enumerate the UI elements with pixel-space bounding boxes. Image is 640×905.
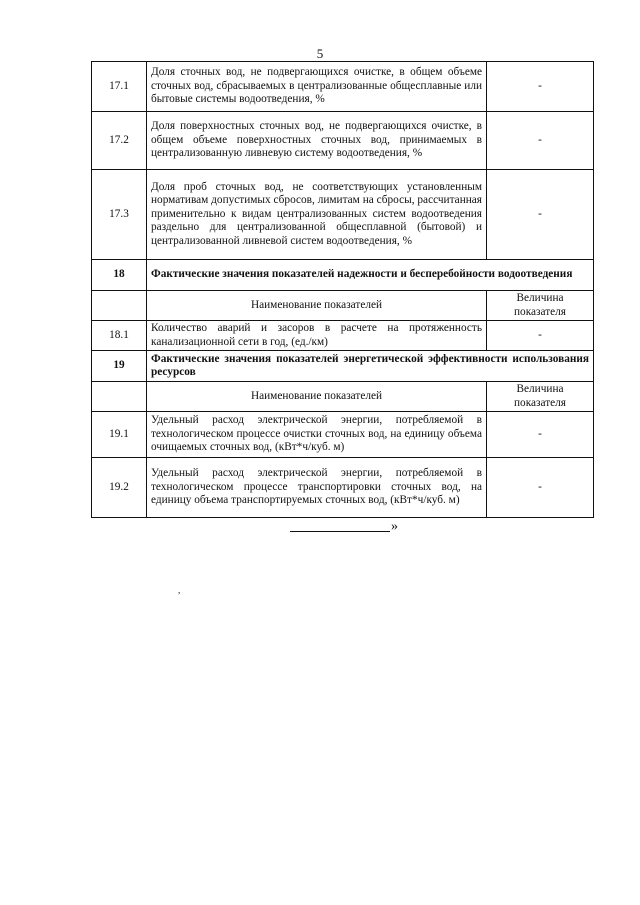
- table-row: [92, 112, 594, 170]
- row-number: 19.2: [92, 458, 147, 518]
- header-value: Величина показателя: [487, 382, 594, 412]
- header-value: Величина показателя: [487, 291, 594, 321]
- closing-underline: [290, 521, 390, 532]
- section-title: Фактические значения показателей надежности и бесперебойности водоотведения: [147, 260, 594, 291]
- row-value: -: [487, 170, 594, 260]
- row-number: 17.3: [92, 170, 147, 260]
- row-number: 17.1: [92, 62, 147, 112]
- header-empty-cell: [92, 382, 147, 412]
- row-value: -: [487, 321, 594, 351]
- row-description: Доля проб сточных вод, не соответствующих установленным нормативам допустимых сбросов, лимитам на сбросы, рассчитанная применительно к видам централизованных систем водоотведения раздельно для централизованной общесплавной (бытовой) и централизованной ливневой систем водоотведения, %: [147, 170, 487, 260]
- page-number: 5: [316, 46, 324, 61]
- table-header-row: [92, 291, 594, 321]
- table-row: [92, 412, 594, 458]
- row-description: Доля поверхностных сточных вод, не подвергающихся очистке, в общем объеме поверхностных сточных вод, принимаемых в централизованную ливневую систему водоотведения, %: [147, 112, 487, 170]
- table-row: [92, 321, 594, 351]
- section-title: Фактические значения показателей энергетической эффективности использования ресурсов: [147, 351, 594, 382]
- row-value: -: [487, 412, 594, 458]
- row-description: Количество аварий и засоров в расчете на протяженность канализационной сети в год, (ед./км): [147, 321, 487, 351]
- row-number: 17.2: [92, 112, 147, 170]
- closing-quote-mark: »: [391, 519, 398, 534]
- row-number: 18.1: [92, 321, 147, 351]
- section-number: 19: [92, 351, 147, 382]
- table-row: [92, 170, 594, 260]
- stray-mark: ,: [178, 585, 181, 595]
- row-value: -: [487, 458, 594, 518]
- table-row: [92, 458, 594, 518]
- indicators-table: [91, 61, 594, 518]
- row-value: -: [487, 112, 594, 170]
- row-number: 19.1: [92, 412, 147, 458]
- row-description: Удельный расход электрической энергии, потребляемой в технологическом процессе очистки сточных вод, на единицу объема очищаемых сточных вод, (кВт*ч/куб. м): [147, 412, 487, 458]
- header-empty-cell: [92, 291, 147, 321]
- section-row-19: [92, 351, 594, 382]
- header-name: Наименование показателей: [147, 291, 487, 321]
- section-row-18: [92, 260, 594, 291]
- header-name: Наименование показателей: [147, 382, 487, 412]
- row-description: Доля сточных вод, не подвергающихся очистке, в общем объеме сточных вод, сбрасываемых в централизованные общесплавные или бытовые системы водоотведения, %: [147, 62, 487, 112]
- section-number: 18: [92, 260, 147, 291]
- table-row: [92, 62, 594, 112]
- table-header-row: [92, 382, 594, 412]
- row-description: Удельный расход электрической энергии, потребляемой в технологическом процессе транспортировки сточных вод, на единицу объема транспортируемых сточных вод, (кВт*ч/куб. м): [147, 458, 487, 518]
- row-value: -: [487, 62, 594, 112]
